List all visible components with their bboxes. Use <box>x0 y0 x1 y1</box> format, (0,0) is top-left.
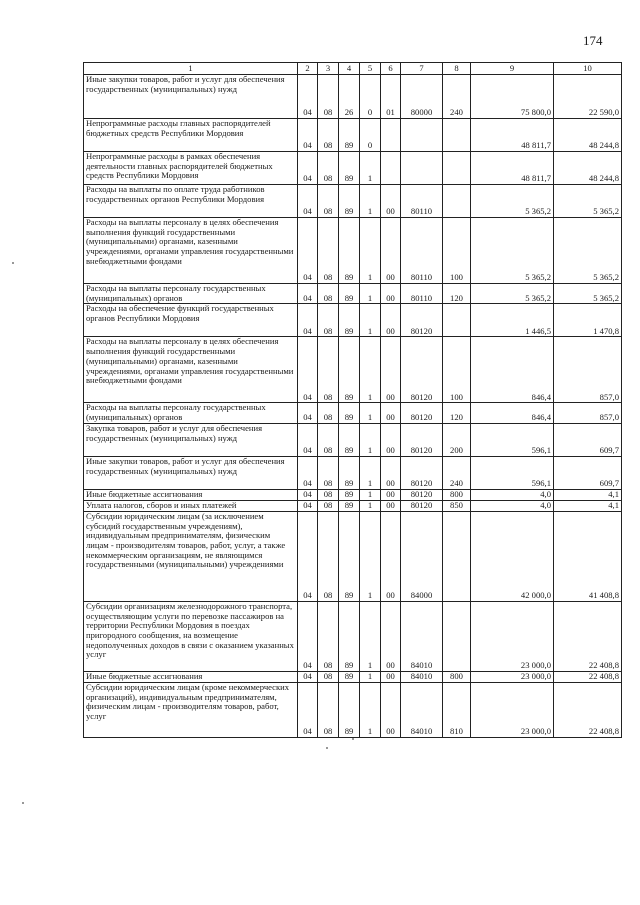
cell-program: 89 <box>339 152 360 185</box>
cell-amount-year-1: 75 800,0 <box>471 75 554 119</box>
cell-main-event: 00 <box>381 500 401 511</box>
cell-subsection: 08 <box>318 337 339 403</box>
cell-subsection: 08 <box>318 75 339 119</box>
cell-amount-year-2: 609,7 <box>554 423 622 456</box>
cell-main-event: 01 <box>381 75 401 119</box>
cell-subprogram: 1 <box>360 489 381 500</box>
cell-section: 04 <box>298 456 318 489</box>
cell-subsection: 08 <box>318 152 339 185</box>
cell-expense-name: Иные бюджетные ассигнования <box>84 489 298 500</box>
cell-direction <box>401 152 443 185</box>
cell-program: 89 <box>339 456 360 489</box>
table-row <box>84 500 622 511</box>
cell-direction: 80120 <box>401 337 443 403</box>
cell-subsection: 08 <box>318 185 339 218</box>
cell-main-event: 00 <box>381 682 401 737</box>
column-header: 10 <box>554 63 622 75</box>
cell-subsection: 08 <box>318 489 339 500</box>
cell-amount-year-1: 5 365,2 <box>471 218 554 284</box>
cell-subprogram: 1 <box>360 185 381 218</box>
column-header: 7 <box>401 63 443 75</box>
cell-main-event: 00 <box>381 456 401 489</box>
table-body <box>84 75 622 738</box>
cell-expense-name: Уплата налогов, сборов и иных платежей <box>84 500 298 511</box>
table-row <box>84 218 622 284</box>
cell-subprogram: 0 <box>360 119 381 152</box>
table-row <box>84 671 622 682</box>
cell-section: 04 <box>298 304 318 337</box>
cell-expense-type <box>443 601 471 671</box>
cell-subprogram: 1 <box>360 337 381 403</box>
cell-direction: 84010 <box>401 682 443 737</box>
cell-expense-name: Иные закупки товаров, работ и услуг для обеспечения государственных (муниципальных) нужд <box>84 456 298 489</box>
cell-program: 89 <box>339 304 360 337</box>
cell-section: 04 <box>298 119 318 152</box>
cell-section: 04 <box>298 671 318 682</box>
cell-expense-type: 120 <box>443 284 471 304</box>
table-row <box>84 682 622 737</box>
cell-direction <box>401 119 443 152</box>
cell-expense-type <box>443 119 471 152</box>
table-row <box>84 456 622 489</box>
cell-expense-type: 850 <box>443 500 471 511</box>
cell-section: 04 <box>298 337 318 403</box>
cell-expense-type <box>443 511 471 601</box>
cell-expense-name: Расходы на выплаты персоналу в целях обеспечения выполнения функций государственными (муниципальными) органами, казенными учреждениями, органами управления государственными внебюджетными фондами <box>84 337 298 403</box>
cell-expense-type <box>443 185 471 218</box>
cell-main-event: 00 <box>381 304 401 337</box>
cell-direction: 80110 <box>401 284 443 304</box>
cell-subprogram: 1 <box>360 601 381 671</box>
cell-main-event: 00 <box>381 284 401 304</box>
cell-expense-name: Субсидии юридическим лицам (за исключением субсидий государственным учреждениям), индивидуальным предпринимателям, физическим лицам - производителям товаров, работ, услуг, а также некоммерческим организациям, не являющимся государственными (муниципальными) учреждениями <box>84 511 298 601</box>
cell-amount-year-1: 4,0 <box>471 489 554 500</box>
cell-main-event: 00 <box>381 511 401 601</box>
cell-main-event: 00 <box>381 185 401 218</box>
cell-subsection: 08 <box>318 119 339 152</box>
cell-amount-year-2: 5 365,2 <box>554 218 622 284</box>
cell-section: 04 <box>298 489 318 500</box>
cell-main-event: 00 <box>381 601 401 671</box>
cell-subsection: 08 <box>318 403 339 423</box>
cell-expense-name: Субсидии организациям железнодорожного транспорта, осуществляющим услуги по перевозке пассажиров на территории Республики Мордовия в поездах пригородного сообщения, на возмещение недополученных доходов в связи с оказанием указанных услуг <box>84 601 298 671</box>
cell-amount-year-2: 5 365,2 <box>554 284 622 304</box>
cell-subprogram: 0 <box>360 75 381 119</box>
cell-amount-year-1: 42 000,0 <box>471 511 554 601</box>
scan-speck <box>22 802 24 804</box>
cell-amount-year-2: 22 590,0 <box>554 75 622 119</box>
cell-amount-year-1: 23 000,0 <box>471 671 554 682</box>
cell-program: 89 <box>339 601 360 671</box>
cell-main-event: 00 <box>381 489 401 500</box>
cell-main-event: 00 <box>381 337 401 403</box>
cell-amount-year-1: 5 365,2 <box>471 185 554 218</box>
cell-subprogram: 1 <box>360 284 381 304</box>
cell-program: 89 <box>339 185 360 218</box>
cell-amount-year-1: 846,4 <box>471 403 554 423</box>
cell-program: 89 <box>339 119 360 152</box>
column-header: 3 <box>318 63 339 75</box>
cell-subprogram: 1 <box>360 456 381 489</box>
cell-expense-type: 800 <box>443 489 471 500</box>
cell-expense-name: Расходы на обеспечение функций государственных органов Республики Мордовия <box>84 304 298 337</box>
cell-subprogram: 1 <box>360 682 381 737</box>
cell-amount-year-2: 4,1 <box>554 489 622 500</box>
table-row <box>84 152 622 185</box>
cell-amount-year-1: 596,1 <box>471 456 554 489</box>
cell-amount-year-1: 23 000,0 <box>471 601 554 671</box>
cell-expense-type: 240 <box>443 75 471 119</box>
cell-amount-year-2: 41 408,8 <box>554 511 622 601</box>
cell-amount-year-2: 48 244,8 <box>554 119 622 152</box>
cell-amount-year-2: 609,7 <box>554 456 622 489</box>
cell-expense-name: Иные бюджетные ассигнования <box>84 671 298 682</box>
cell-subprogram: 1 <box>360 500 381 511</box>
table-row <box>84 489 622 500</box>
cell-amount-year-1: 846,4 <box>471 337 554 403</box>
table-row <box>84 601 622 671</box>
cell-direction: 80120 <box>401 304 443 337</box>
cell-program: 89 <box>339 423 360 456</box>
cell-subsection: 08 <box>318 511 339 601</box>
cell-direction: 84010 <box>401 671 443 682</box>
budget-table <box>83 62 622 738</box>
cell-program: 89 <box>339 500 360 511</box>
cell-main-event <box>381 152 401 185</box>
cell-section: 04 <box>298 423 318 456</box>
cell-section: 04 <box>298 511 318 601</box>
cell-amount-year-1: 48 811,7 <box>471 152 554 185</box>
cell-main-event <box>381 119 401 152</box>
cell-expense-type: 100 <box>443 337 471 403</box>
cell-direction: 80120 <box>401 423 443 456</box>
cell-section: 04 <box>298 500 318 511</box>
cell-expense-name: Непрограммные расходы в рамках обеспечения деятельности главных распорядителей бюджетных средств Республики Мордовия <box>84 152 298 185</box>
cell-amount-year-1: 596,1 <box>471 423 554 456</box>
cell-subprogram: 1 <box>360 423 381 456</box>
cell-subprogram: 1 <box>360 511 381 601</box>
cell-amount-year-1: 48 811,7 <box>471 119 554 152</box>
cell-expense-name: Непрограммные расходы главных распорядителей бюджетных средств Республики Мордовия <box>84 119 298 152</box>
cell-program: 89 <box>339 284 360 304</box>
cell-expense-type: 100 <box>443 218 471 284</box>
cell-section: 04 <box>298 682 318 737</box>
column-header: 6 <box>381 63 401 75</box>
cell-direction: 80120 <box>401 489 443 500</box>
cell-amount-year-2: 4,1 <box>554 500 622 511</box>
table-row <box>84 304 622 337</box>
scan-speck <box>12 262 14 264</box>
cell-section: 04 <box>298 75 318 119</box>
cell-amount-year-2: 22 408,8 <box>554 671 622 682</box>
cell-section: 04 <box>298 185 318 218</box>
cell-program: 89 <box>339 337 360 403</box>
cell-subsection: 08 <box>318 456 339 489</box>
cell-expense-type <box>443 304 471 337</box>
cell-expense-type: 240 <box>443 456 471 489</box>
cell-amount-year-1: 23 000,0 <box>471 682 554 737</box>
cell-amount-year-2: 1 470,8 <box>554 304 622 337</box>
cell-amount-year-2: 5 365,2 <box>554 185 622 218</box>
cell-amount-year-2: 22 408,8 <box>554 601 622 671</box>
cell-main-event: 00 <box>381 403 401 423</box>
cell-amount-year-2: 857,0 <box>554 337 622 403</box>
cell-program: 89 <box>339 682 360 737</box>
cell-program: 26 <box>339 75 360 119</box>
cell-program: 89 <box>339 671 360 682</box>
column-header: 9 <box>471 63 554 75</box>
cell-direction: 80000 <box>401 75 443 119</box>
cell-expense-type: 810 <box>443 682 471 737</box>
table-header-row <box>84 63 622 75</box>
cell-section: 04 <box>298 218 318 284</box>
cell-section: 04 <box>298 284 318 304</box>
cell-subsection: 08 <box>318 284 339 304</box>
column-header: 4 <box>339 63 360 75</box>
cell-amount-year-2: 857,0 <box>554 403 622 423</box>
cell-amount-year-2: 22 408,8 <box>554 682 622 737</box>
cell-program: 89 <box>339 511 360 601</box>
cell-subprogram: 1 <box>360 403 381 423</box>
table-row <box>84 423 622 456</box>
table-row <box>84 185 622 218</box>
cell-subsection: 08 <box>318 682 339 737</box>
table-row <box>84 403 622 423</box>
cell-program: 89 <box>339 489 360 500</box>
cell-amount-year-2: 48 244,8 <box>554 152 622 185</box>
table-row <box>84 119 622 152</box>
cell-amount-year-1: 1 446,5 <box>471 304 554 337</box>
cell-expense-name: Расходы на выплаты персоналу в целях обеспечения выполнения функций государственными (муниципальными) органами, казенными учреждениями, органами управления государственными внебюджетными фондами <box>84 218 298 284</box>
cell-program: 89 <box>339 403 360 423</box>
cell-amount-year-1: 4,0 <box>471 500 554 511</box>
page-number: 174 <box>583 33 603 48</box>
cell-main-event: 00 <box>381 423 401 456</box>
table-row <box>84 75 622 119</box>
cell-amount-year-1: 5 365,2 <box>471 284 554 304</box>
cell-subprogram: 1 <box>360 152 381 185</box>
cell-program: 89 <box>339 218 360 284</box>
cell-section: 04 <box>298 601 318 671</box>
cell-direction: 80120 <box>401 456 443 489</box>
table-row <box>84 511 622 601</box>
table-row <box>84 337 622 403</box>
column-header: 8 <box>443 63 471 75</box>
cell-main-event: 00 <box>381 218 401 284</box>
scan-speck <box>326 747 328 749</box>
cell-subprogram: 1 <box>360 671 381 682</box>
cell-expense-type: 200 <box>443 423 471 456</box>
cell-subprogram: 1 <box>360 218 381 284</box>
cell-expense-name: Расходы на выплаты персоналу государственных (муниципальных) органов <box>84 284 298 304</box>
cell-subsection: 08 <box>318 671 339 682</box>
cell-section: 04 <box>298 403 318 423</box>
cell-direction: 84010 <box>401 601 443 671</box>
cell-subprogram: 1 <box>360 304 381 337</box>
cell-direction: 80120 <box>401 500 443 511</box>
column-header: 2 <box>298 63 318 75</box>
scan-speck <box>352 738 354 740</box>
cell-expense-type: 120 <box>443 403 471 423</box>
cell-expense-type <box>443 152 471 185</box>
column-header: 1 <box>84 63 298 75</box>
cell-direction: 80110 <box>401 185 443 218</box>
cell-subsection: 08 <box>318 218 339 284</box>
cell-expense-name: Субсидии юридическим лицам (кроме некоммерческих организаций), индивидуальным предпринимателям, физическим лицам - производителям товаров, работ, услуг <box>84 682 298 737</box>
cell-expense-name: Закупка товаров, работ и услуг для обеспечения государственных (муниципальных) нужд <box>84 423 298 456</box>
cell-direction: 84000 <box>401 511 443 601</box>
cell-direction: 80120 <box>401 403 443 423</box>
cell-section: 04 <box>298 152 318 185</box>
cell-main-event: 00 <box>381 671 401 682</box>
column-header: 5 <box>360 63 381 75</box>
cell-subsection: 08 <box>318 601 339 671</box>
cell-subsection: 08 <box>318 500 339 511</box>
cell-subsection: 08 <box>318 423 339 456</box>
cell-direction: 80110 <box>401 218 443 284</box>
cell-expense-name: Иные закупки товаров, работ и услуг для обеспечения государственных (муниципальных) нужд <box>84 75 298 119</box>
cell-expense-name: Расходы на выплаты персоналу государственных (муниципальных) органов <box>84 403 298 423</box>
cell-expense-name: Расходы на выплаты по оплате труда работников государственных органов Республики Мордовия <box>84 185 298 218</box>
table-row <box>84 284 622 304</box>
cell-subsection: 08 <box>318 304 339 337</box>
cell-expense-type: 800 <box>443 671 471 682</box>
